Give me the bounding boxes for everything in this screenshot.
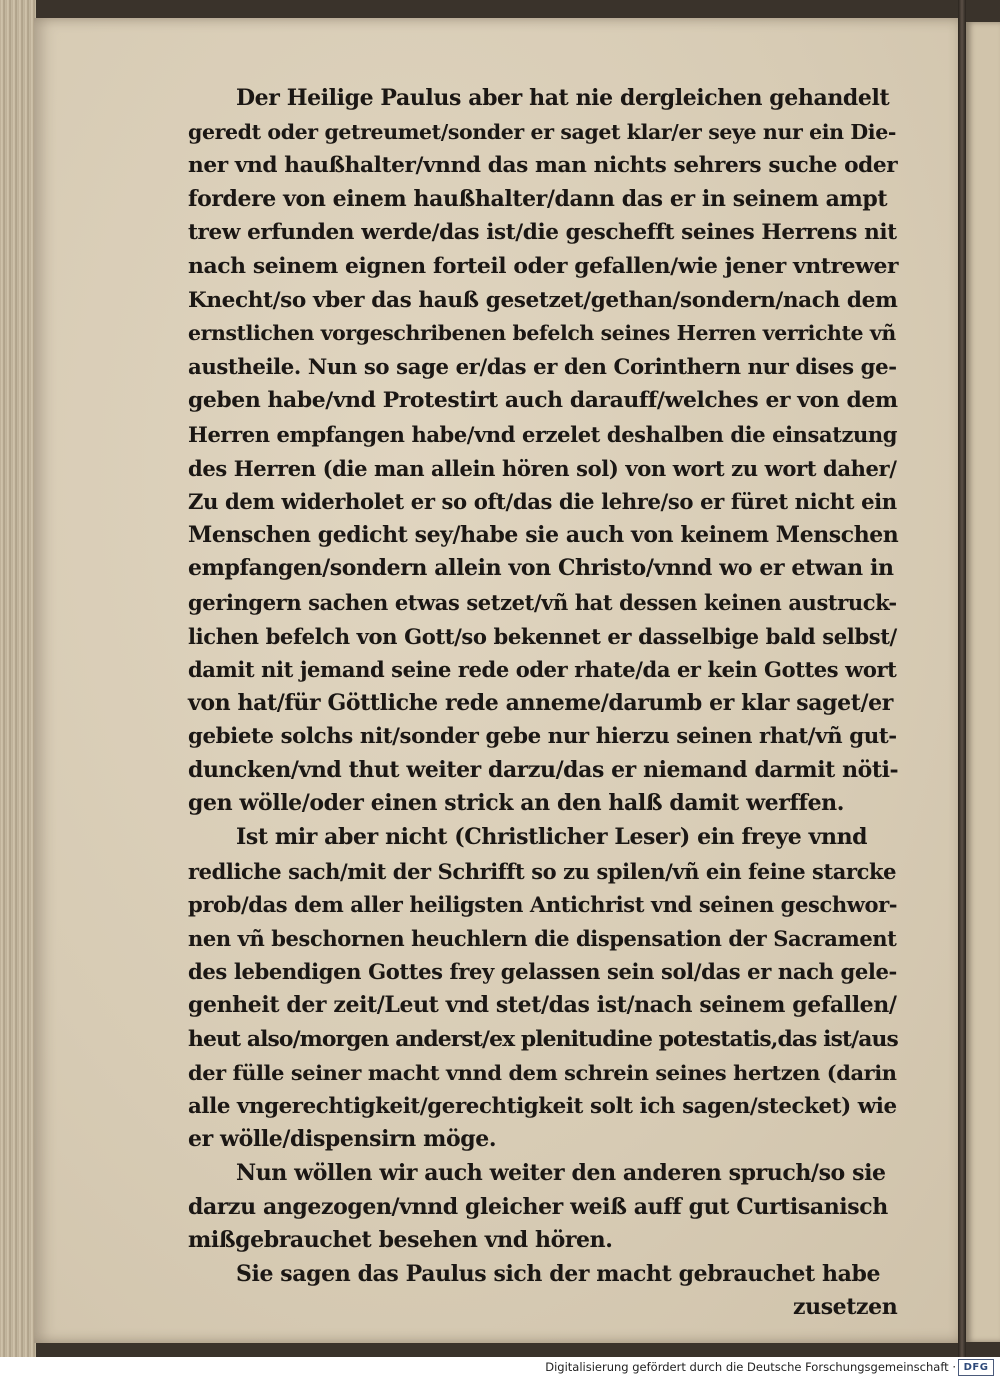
text-line: redliche sach/mit der Schrifft so zu spilen/vñ ein feine starcke — [188, 858, 897, 884]
text-line: nen vñ beschornen heuchlern die dispensation der Sacrament — [188, 925, 897, 951]
text-line: Herren empfangen habe/vnd erzelet deshalben die einsatzung — [188, 421, 898, 447]
text-line: empfangen/sondern allein von Christo/vnnd wo er etwan in — [188, 555, 894, 582]
text-line: des Herren (die man allein hören sol) von wort zu wort daher/ — [188, 455, 897, 481]
text-line: der fülle seiner macht vnnd dem schrein seines hertzen (darin — [188, 1060, 897, 1086]
text-line: alle vngerechtigkeit/gerechtigkeit solt ich sagen/stecket) wie — [188, 1093, 897, 1119]
book-page-edges — [0, 0, 36, 1357]
text-line: trew erfunden werde/das ist/die geschefft seines Herrens nit — [188, 220, 897, 246]
text-line: geredt oder getreumet/sonder er saget klar/er seye nur ein Die- — [188, 119, 896, 144]
text-line: Nun wöllen wir auch weiter den anderen spruch/so sie — [236, 1160, 886, 1186]
text-line: lichen befelch von Gott/so bekennet er dasselbige bald selbst/ — [188, 623, 897, 649]
text-line: austheile. Nun so sage er/das er den Corinthern nur dises ge- — [188, 354, 897, 380]
funding-credit: Digitalisierung gefördert durch die Deutsche Forschungsgemeinschaft · — [545, 1360, 956, 1374]
text-line: damit nit jemand seine rede oder rhate/da er kein Gottes wort — [188, 657, 897, 683]
text-line: genheit der zeit/Leut vnd stet/das ist/nach seinem gefallen/ — [188, 992, 897, 1019]
text-line: ner vnd haußhalter/vnnd das man nichts sehrers suche oder — [188, 153, 898, 179]
text-line: des lebendigen Gottes frey gelassen sein sol/das er nach gele- — [188, 959, 897, 985]
page-text — [188, 82, 898, 1325]
text-line: Sie sagen das Paulus sich der macht gebrauchet habe — [236, 1260, 881, 1287]
book-gutter — [958, 0, 966, 1357]
text-line: Knecht/so vber das hauß gesetzet/gethan/sondern/nach dem — [188, 287, 898, 313]
text-line: Menschen gedicht sey/habe sie auch von keinem Menschen — [188, 521, 899, 548]
text-line: duncken/vnd thut weiter darzu/das er niemand darmit nöti- — [188, 756, 899, 783]
dfg-logo: DFG — [958, 1359, 994, 1376]
text-line: nach seinem eignen forteil oder gefallen/wie jener vntrewer — [188, 252, 899, 279]
text-line: geringern sachen etwas setzet/vñ hat dessen keinen austruck- — [188, 589, 897, 615]
text-line: Zu dem widerholet er so oft/das die lehre/so er füret nicht ein — [188, 489, 897, 515]
footer-bar — [0, 1357, 1000, 1377]
text-line: von hat/für Göttliche rede anneme/darumb er klar saget/er — [188, 689, 893, 716]
facing-page-edge — [966, 22, 1000, 1342]
text-line: gen wölle/oder einen strick an den halß damit werffen. — [188, 790, 845, 817]
text-line: er wölle/dispensirn möge. — [188, 1126, 497, 1153]
text-line: ernstlichen vorgeschribenen befelch seines Herren verrichte vñ — [188, 321, 896, 346]
text-line: Ist mir aber nicht (Christlicher Leser) ein freye vnnd — [236, 824, 868, 851]
catchword: zusetzen — [793, 1294, 898, 1321]
text-line: darzu angezogen/vnnd gleicher weiß auff gut Curtisanisch — [188, 1193, 888, 1220]
text-line: geben habe/vnd Protestirt auch darauff/welches er von dem — [188, 387, 898, 414]
text-line: Der Heilige Paulus aber hat nie dergleichen gehandelt — [236, 85, 890, 111]
text-line: fordere von einem haußhalter/dann das er in seinem ampt — [188, 185, 888, 212]
text-line: prob/das dem aller heiligsten Antichrist vnd seinen geschwor- — [188, 892, 898, 918]
text-line: heut also/morgen anderst/ex plenitudine potestatis,das ist/aus — [188, 1025, 898, 1052]
text-line: mißgebrauchet besehen vnd hören. — [188, 1227, 613, 1254]
text-line: gebiete solchs nit/sonder gebe nur hierzu seinen rhat/vñ gut- — [188, 724, 897, 750]
